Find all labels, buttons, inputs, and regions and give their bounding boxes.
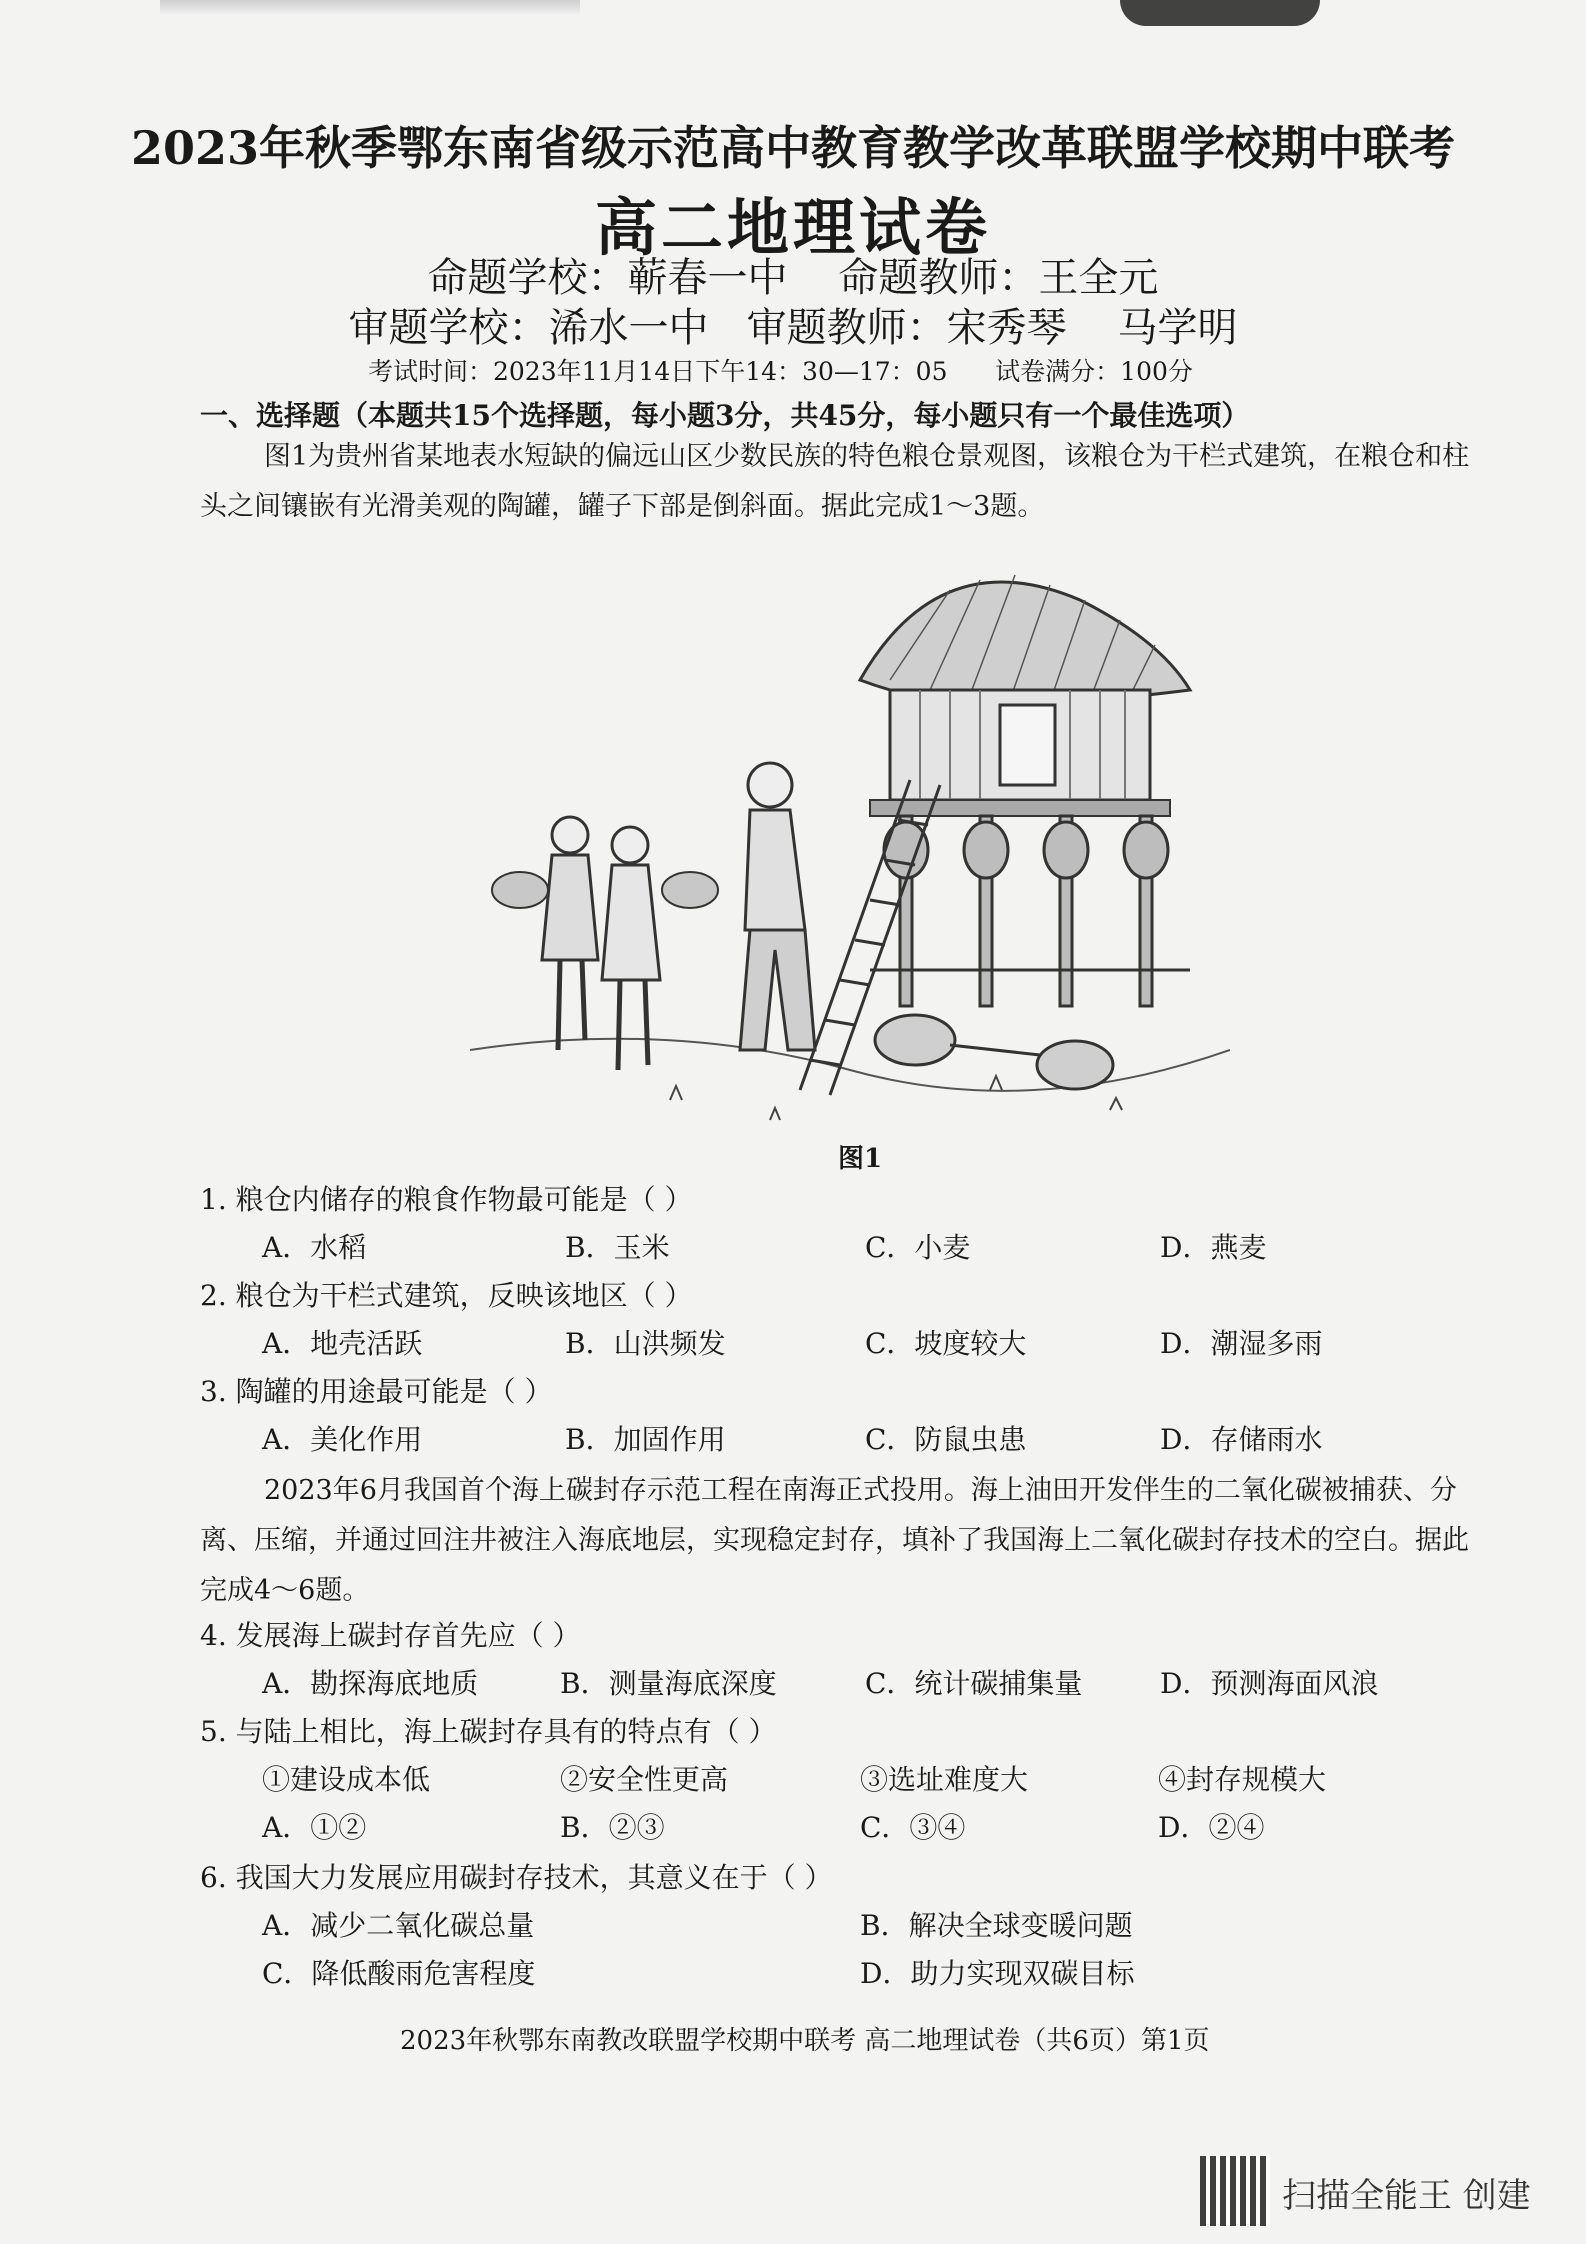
q4-option-d: D．预测海面风浪 — [1160, 1667, 1379, 1700]
q6-option-a: A．减少二氧化碳总量 — [262, 1909, 535, 1942]
scan-edge-top-right — [1120, 0, 1320, 26]
q1-option-b: B．玉米 — [565, 1231, 670, 1264]
q1-option-a: A．水稻 — [262, 1231, 367, 1264]
question-3-stem: 3. 陶罐的用途最可能是（ ） — [200, 1375, 553, 1408]
q3-option-b: B．加固作用 — [565, 1423, 726, 1456]
question-6-stem: 6. 我国大力发展应用碳封存技术，其意义在于（ ） — [200, 1861, 833, 1894]
question-5-stem: 5. 与陆上相比，海上碳封存具有的特点有（ ） — [200, 1715, 777, 1748]
question-1-stem: 1. 粮仓内储存的粮食作物最可能是（ ） — [200, 1183, 693, 1216]
q5-option-d: D．②④ — [1158, 1811, 1265, 1844]
q4-option-b: B．测量海底深度 — [560, 1667, 777, 1700]
page-footer: 2023年秋鄂东南教改联盟学校期中联考 高二地理试卷（共6页）第1页 — [400, 2026, 1210, 2056]
q2-option-a: A．地壳活跃 — [262, 1327, 423, 1360]
reviewer-line: 审题学校：浠水一中 审题教师：宋秀琴 马学明 — [348, 305, 1238, 351]
exam-info: 考试时间：2023年11月14日下午14：30—17：05 试卷满分：100分 — [368, 357, 1193, 386]
q5-option-c: C．③④ — [860, 1811, 966, 1844]
q5-item-2: ②安全性更高 — [560, 1763, 729, 1796]
q4-option-c: C．统计碳捕集量 — [865, 1667, 1083, 1700]
q1-option-d: D．燕麦 — [1160, 1231, 1267, 1264]
q3-option-d: D．存储雨水 — [1160, 1423, 1323, 1456]
q6-option-b: B．解决全球变暖问题 — [860, 1909, 1133, 1942]
qr-code-icon — [1200, 2156, 1270, 2226]
q4-option-a: A．勘探海底地质 — [262, 1667, 479, 1700]
q6-option-d: D．助力实现双碳目标 — [860, 1957, 1135, 1990]
q5-option-b: B．②③ — [560, 1811, 665, 1844]
q5-item-3: ③选址难度大 — [860, 1763, 1029, 1796]
q6-option-c: C．降低酸雨危害程度 — [262, 1957, 536, 1990]
figure-caption: 图1 — [838, 1144, 883, 1174]
scan-edge-top-left — [160, 0, 580, 14]
intro-paragraph-1: 图1为贵州省某地表水短缺的偏远山区少数民族的特色粮仓景观图，该粮仓为干栏式建筑，在粮仓和柱头之间镶嵌有光滑美观的陶罐，罐子下部是倒斜面。据此完成1～3题。 — [200, 441, 1470, 522]
question-4-stem: 4. 发展海上碳封存首先应（ ） — [200, 1619, 581, 1652]
q5-option-a: A．①② — [262, 1811, 367, 1844]
setter-line: 命题学校：蕲春一中 命题教师：王全元 — [427, 255, 1159, 301]
intro-paragraph-2: 2023年6月我国首个海上碳封存示范工程在南海正式投用。海上油田开发伴生的二氧化碳被捕获、分离、压缩，并通过回注井被注入海底地层，实现稳定封存，填补了我国海上二氧化碳封存技术的空白。据此完成4～6题。 — [200, 1475, 1469, 1606]
q2-option-b: B．山洪频发 — [565, 1327, 726, 1360]
section-heading: 一、选择题（本题共15个选择题，每小题3分，共45分，每小题只有一个最佳选项） — [200, 399, 1250, 432]
q2-option-c: C．坡度较大 — [865, 1327, 1027, 1360]
q3-option-c: C．防鼠虫患 — [865, 1423, 1027, 1456]
scanner-watermark: 扫描全能王 创建 — [1282, 2176, 1531, 2216]
q3-option-a: A．美化作用 — [262, 1423, 423, 1456]
q5-item-4: ④封存规模大 — [1158, 1763, 1327, 1796]
subject-title: 高二地理试卷 — [594, 191, 991, 264]
exam-title: 2023年秋季鄂东南省级示范高中教育教学改革联盟学校期中联考 — [130, 121, 1456, 175]
q5-item-1: ①建设成本低 — [262, 1763, 431, 1796]
question-2-stem: 2. 粮仓为干栏式建筑，反映该地区（ ） — [200, 1279, 693, 1312]
granary-figure — [470, 530, 1230, 1130]
q1-option-c: C．小麦 — [865, 1231, 971, 1264]
q2-option-d: D．潮湿多雨 — [1160, 1327, 1323, 1360]
